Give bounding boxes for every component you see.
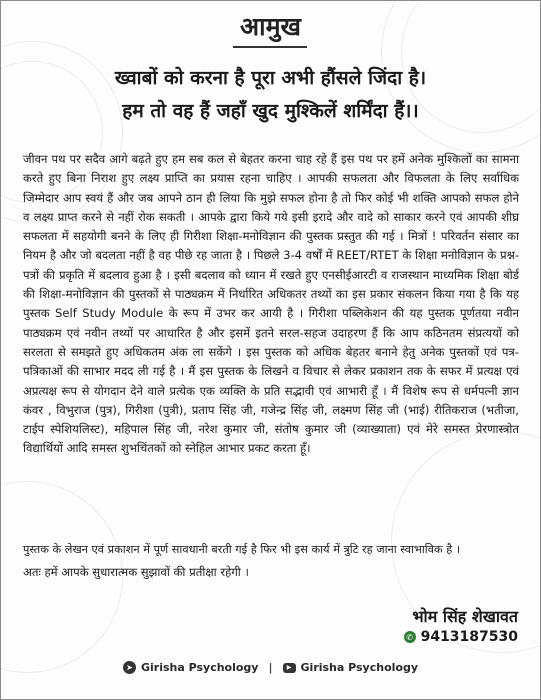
title-underline xyxy=(233,46,307,48)
author-phone xyxy=(404,629,518,645)
author-name: भोम सिंह शेखावत xyxy=(412,607,518,626)
page-title: आमुख xyxy=(240,12,301,41)
preface-paragraph: जीवन पथ पर सदैव आगे बढ़ते हुए हम सब कल से बेहतर करना चाह रहे हैं इस पथ पर हमें अनेक मुश्किलों का सामना करते हुए बिना निराश हुए लक्ष्य प्राप्ति का प्रयास रहना चाहिए । आपकी सफलता और विफलता के लिए सर्वाधिक जिम्मेदार आप स्वयं हैं और जब आपने ठान ही लिया कि मुझे सफल होना है तो फिर कोई भी शक्ति आपको सफल होने व लक्ष्य प्राप्त करने से नहीं रोक सकती । आपके द्वारा किये गये इसी इरादे और वादे को साकार करने एवं आपकी शीघ्र सफलता में सहयोगी बनने के लिए ही गिरीशा शिक्षा-मनोविज्ञान की पुस्तक प्रस्तुत की गई । मित्रों ! परिवर्तन संसार का नियम है और जो बदलता नहीं है वह पीछे रह जाता है । पिछले 3-4 वर्षों में REET/RTET के शिक्षा मनोविज्ञान के प्रश्न-पत्रों की प्रकृति में बदलाव हुआ है । इसी बदलाव को ध्यान में रखते हुए एनसीईआरटी व राजस्थान माध्यमिक शिक्षा बोर्ड की शिक्षा-मनोविज्ञान की पुस्तकों से पाठ्यक्रम में निर्धारित अधिकतर तथ्यों का इस प्रकार संकलन किया गया है कि यह पुस्तक Self Study Module के रूप में उभर कर आयी है । गिरीशा पब्लिकेशन की यह पुस्तक पूर्णतया नवीन पाठ्यक्रम एवं नवीन तथ्यों पर आधारित है और इसमें इतने सरल-सहज उदाहरण हैं कि आप कठिनतम संप्रत्ययों को सरलता से समझते हुए अधिकतम अंक ला सकेंगे । इस पुस्तक को अधिक बेहतर बनाने हेतु अनेक पुस्तकों एवं पत्र-पत्रिकाओं की साभार मदद ली गई है । मैं इस पुस्तक के लिखने व विचार से लेकर प्रकाशन तक के सफर में प्रत्यक्ष एवं अप्रत्यक्ष रूप से योगदान देने वाले प्रत्येक एक व्यक्ति के प्रति सद्भावी एवं आभारी हूँ । मैं विशेष रूप से धर्मपत्नी ज्ञान कंवर , विभुराज (पुत्र), गिरीशा (पुत्री), प्रताप सिंह जी, गजेन्द्र सिंह जी, लक्ष्मण सिंह जी (भाई) रीतिकराज (भतीजा, टाईप स्पेशियलिस्ट), महिपाल सिंह जी, नरेश कुमार जी, संतोष कुमार जी (व्याख्याता) एवं मेरे समस्त प्रेरणास्त्रोत विद्यार्थियों आदि समस्त शुभचिंतकों को स्नेहिल आभार प्रकट करता हूँ। xyxy=(23,152,519,456)
telegram-icon: ➤ xyxy=(123,661,136,674)
footer xyxy=(1,661,540,674)
youtube-icon: ▶ xyxy=(283,663,296,673)
phone-number: 9413187530 xyxy=(420,629,518,645)
youtube-label: Girisha Psychology xyxy=(300,661,419,674)
footer-separator: | xyxy=(268,661,273,674)
closing-line-1: पुस्तक के लेखन एवं प्रकाशन में पूर्ण सावधानी बरती गई है फिर भी इस कार्य में त्रुटि रह जाना स्वाभाविक है । xyxy=(23,543,461,556)
couplet-line-2: हम तो वह हैं जहाँ खुद मुश्किलें शर्मिंदा हैं।। xyxy=(122,100,419,122)
youtube-link[interactable] xyxy=(283,661,419,674)
whatsapp-icon: ✆ xyxy=(404,631,416,643)
telegram-link[interactable] xyxy=(123,661,259,674)
couplet-line-1: ख्वाबों को करना है पूरा अभी हौंसले जिंदा है। xyxy=(114,67,427,89)
closing-line-2: अतः हमें आपके सुधारात्मक सुझावों की प्रतीक्षा रहेगी । xyxy=(23,565,249,579)
closing-paragraph xyxy=(23,539,519,583)
telegram-label: Girisha Psychology xyxy=(140,661,259,674)
